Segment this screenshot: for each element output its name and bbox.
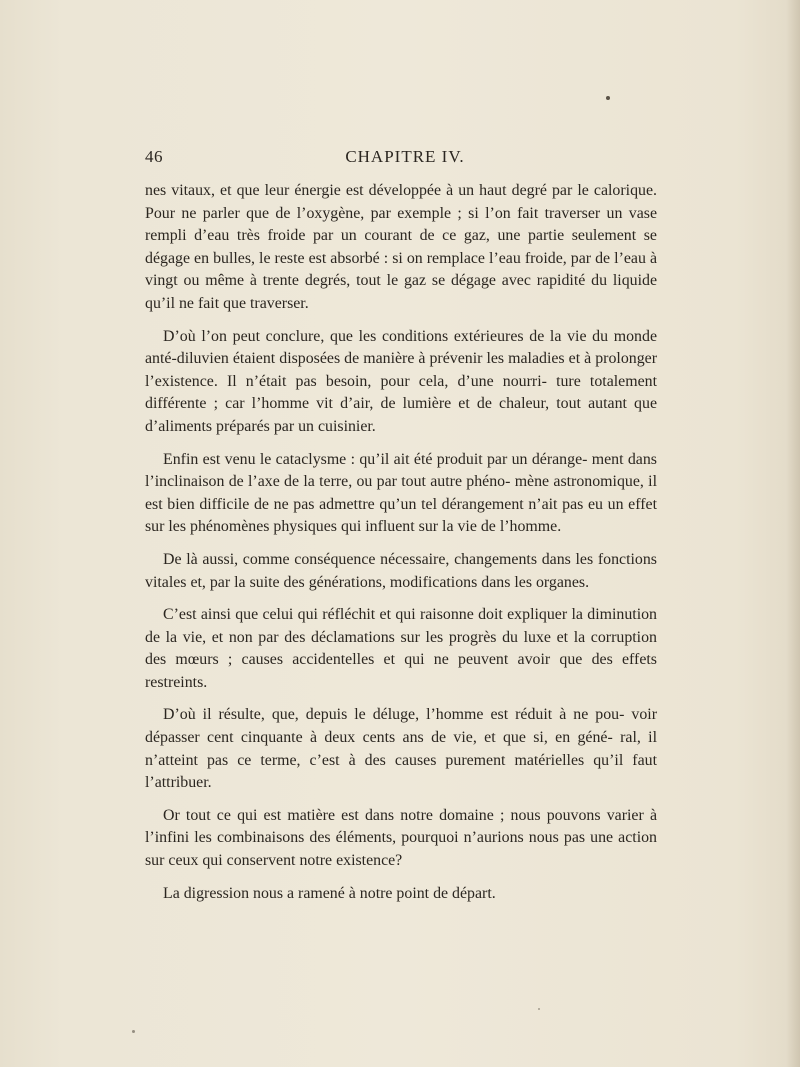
paragraph: nes vitaux, et que leur énergie est développée à un haut degré par le calorique. Pour ne parler que de l’oxygène, par exemple ; si l’on fait traverser un vase rempli d’eau très froide par un courant de ce gaz, une partie seulement se dégage en bulles, le reste est absorbé : si on remplace l’eau froide, par de l’eau à vingt ou même à trente degrés, tout le gaz se dégage avec rapidité du liquide qu’il ne fait que traverser. xyxy=(145,182,657,312)
paragraph: C’est ainsi que celui qui réfléchit et qui raisonne doit expliquer la diminution de la vie, et non par des déclamations sur les progrès du luxe et la corruption des mœurs ; causes accidentelles et qui ne peuvent avoir que des effets restreints. xyxy=(145,606,657,691)
paragraph: La digression nous a ramené à notre point de départ. xyxy=(163,884,496,902)
page-edge-shadow xyxy=(786,0,800,1067)
page-header xyxy=(145,147,657,171)
paper-speck xyxy=(132,1030,135,1033)
paragraph: D’où il résulte, que, depuis le déluge, l’homme est réduit à ne pou- voir dépasser cent cinquante à deux cents ans de vie, et que si, en géné- ral, il n’atteint pas ce terme, c’est à des causes purement matérielles qu’il faut l’attribuer. xyxy=(145,706,657,792)
paragraph: D’où l’on peut conclure, que les conditions extérieures de la vie du monde anté-diluvien étaient disposées de manière à prévenir les maladies et à prolonger l’existence. Il n’était pas besoin, pour cela, d’une nourri- ture totalement différente ; car l’homme vit d’air, de lumière et de chaleur, tout autant que d’aliments préparés par un cuisinier. xyxy=(145,327,657,435)
paragraph: De là aussi, comme conséquence nécessaire, changements dans les fonctions vitales et, par la suite des générations, modifications dans les organes. xyxy=(145,550,657,591)
page-number: 46 xyxy=(145,147,163,166)
body-text xyxy=(145,180,657,915)
paragraph: Or tout ce qui est matière est dans notre domaine ; nous pouvons varier à l’infini les combinaisons des éléments, pourquoi n’aurions nous pas une action sur ceux qui conservent notre existence? xyxy=(145,806,657,870)
paper-speck xyxy=(606,96,610,100)
paper-speck xyxy=(538,1008,540,1010)
running-title: CHAPITRE IV. xyxy=(345,147,465,166)
paragraph: Enfin est venu le cataclysme : qu’il ait été produit par un dérange- ment dans l’inclinaison de l’axe de la terre, ou par tout autre phéno- mène astronomique, il est bien difficile de ne pas admettre qu’un tel dérangement n’ait pas eu un effet sur les phénomènes physiques qui influent sur la vie de l’homme. xyxy=(145,450,657,536)
